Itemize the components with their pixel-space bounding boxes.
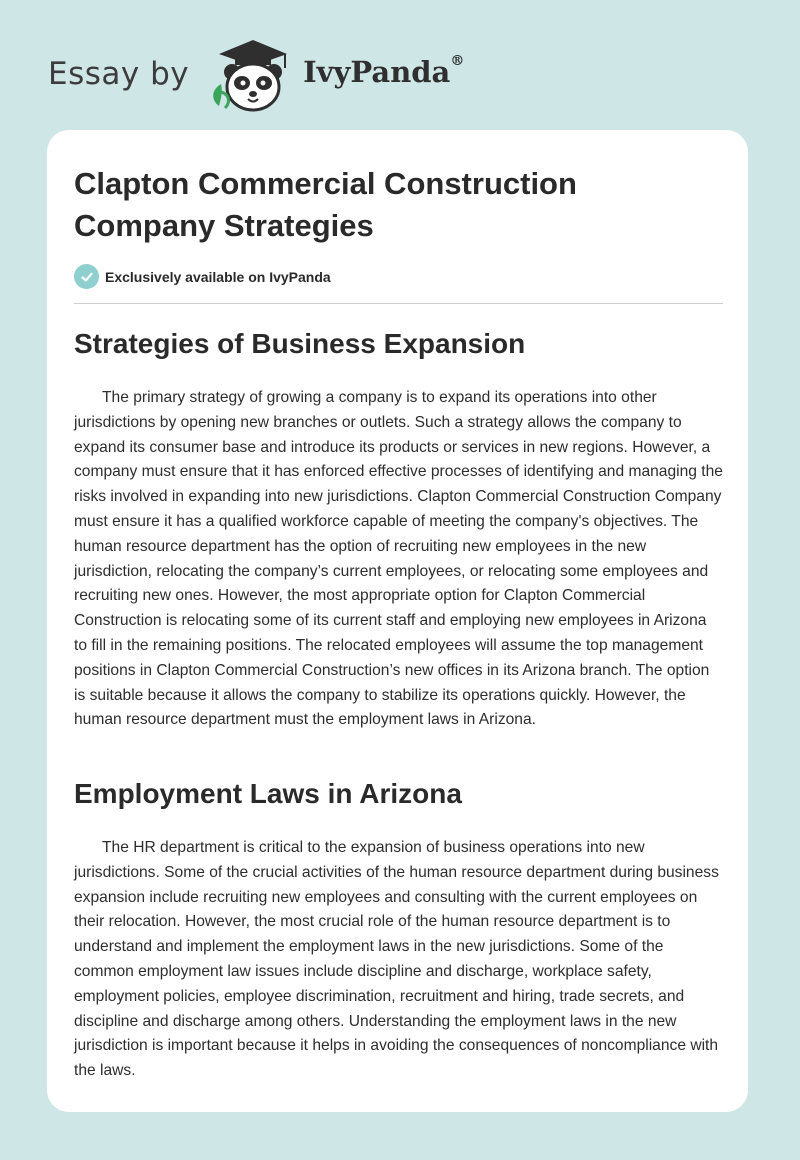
- divider: [74, 303, 723, 304]
- panda-logo-icon[interactable]: [205, 34, 301, 114]
- section-paragraph: The HR department is critical to the expansion of business operations into new jurisdictions. Some of the crucial activities of the human resource department during business expansion include recruiting new employees and consulting with the current employees on their relocation. However, the most crucial role of the human resource department is to understand and implement the employment laws in the new jurisdictions. Some of the common employment law issues include discipline and discharge, workplace safety, employment policies, employee discrimination, recruitment and hiring, trade secrets, and discipline and discharge among others. Understanding the employment laws in the new jurisdiction is important because it helps in avoiding the consequences of noncompliance with the laws.: [74, 839, 719, 1080]
- page-title: Clapton Commercial Construction Company Strategies: [74, 166, 577, 243]
- site-header: [48, 34, 464, 114]
- brand-name[interactable]: IvyPanda®: [303, 53, 465, 89]
- section-heading: Strategies of Business Expansion: [74, 328, 526, 359]
- badge-label: Exclusively available on IvyPanda: [105, 268, 331, 285]
- section-paragraph: The primary strategy of growing a company is to expand its operations into other jurisdictions by opening new branches or outlets. Such a strategy allows the company to expand its consumer base and introduce its products or services in new regions. However, a company must ensure that it has enforced effective processes of identifying and managing the risks involved in expanding into new jurisdictions. Clapton Commercial Construction Company must ensure it has a qualified workforce capable of meeting the company's objectives. The human resource department has the option of recruiting new employees in the new jurisdiction, relocating the company’s current employees, or relocating some employees and recruiting new ones. However, the most appropriate option for Clapton Commercial Construction is relocating some of its current staff and employing new employees in Arizona to fill in the remaining positions. The relocated employees will assume the top management positions in Clapton Commercial Construction’s new offices in its Arizona branch. The option is suitable because it allows the company to stabilize its operations quickly. However, the human resource department must the employment laws in Arizona.: [74, 389, 723, 729]
- essay-by-label: Essay by: [48, 56, 190, 92]
- exclusive-badge: [74, 264, 331, 289]
- essay-card: [47, 130, 748, 1112]
- section-heading: Employment Laws in Arizona: [74, 778, 462, 809]
- check-circle-icon: [74, 264, 99, 289]
- trademark-symbol: ®: [450, 53, 465, 70]
